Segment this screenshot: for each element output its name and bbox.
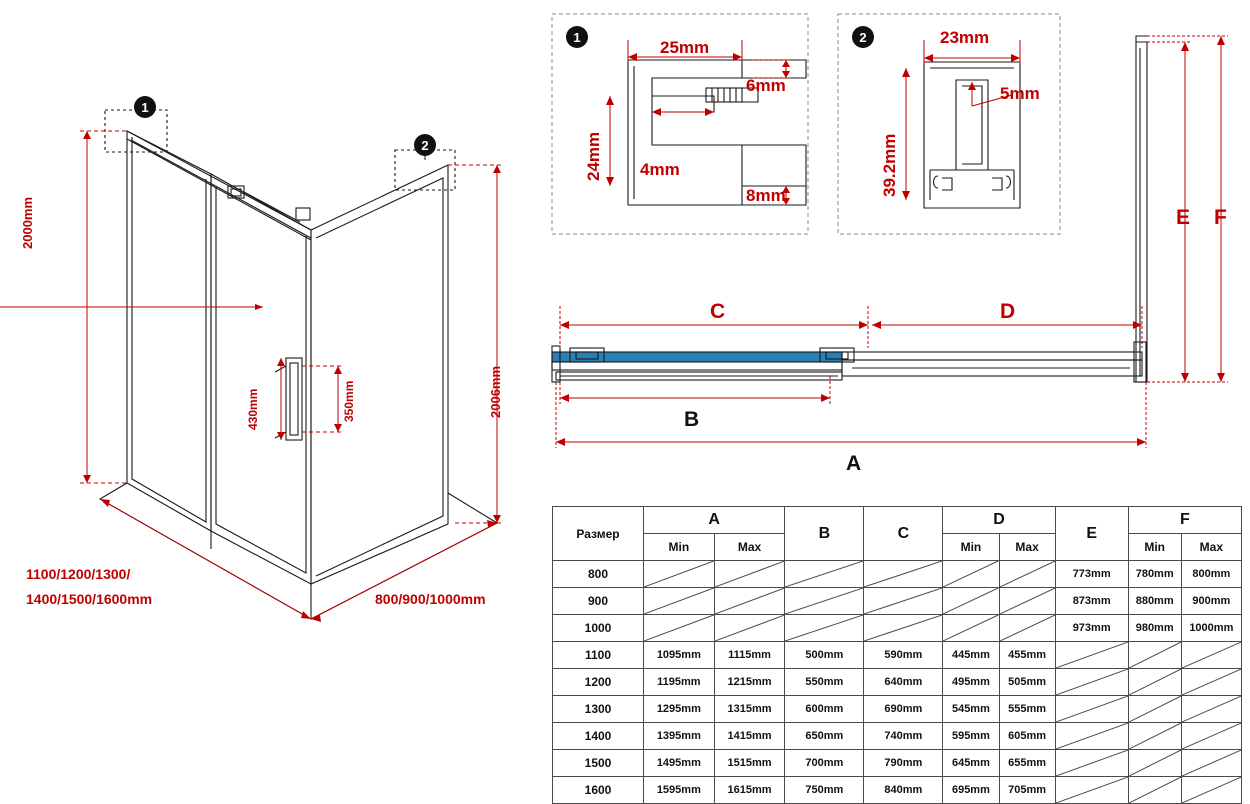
cell-d_min: 695mm (943, 777, 999, 804)
header-e: E (1055, 507, 1128, 561)
cell-f_min: 880mm (1128, 588, 1181, 615)
cell-c: 840mm (864, 777, 943, 804)
cell-f_max (1181, 777, 1241, 804)
plan-label-c: C (710, 300, 726, 323)
cell-c: 740mm (864, 723, 943, 750)
dim-width-options-line1: 1100/1200/1300/ (26, 566, 131, 582)
cell-f_min: 780mm (1128, 561, 1181, 588)
cell-a_min: 1095mm (644, 642, 715, 669)
header-f-max: Max (1181, 534, 1241, 561)
cell-c (864, 588, 943, 615)
table-row (553, 669, 1242, 696)
plan-label-b: B (684, 408, 700, 431)
cell-e (1055, 750, 1128, 777)
cell-a_max: 1115mm (714, 642, 785, 669)
plan-label-f: F (1214, 206, 1227, 229)
cell-a_max (714, 615, 785, 642)
cell-c (864, 615, 943, 642)
dim-height-right: 2006mm (488, 365, 503, 418)
cell-a_min: 1295mm (644, 696, 715, 723)
cell-a_min (644, 615, 715, 642)
table-row (553, 615, 1242, 642)
cell-f_max (1181, 723, 1241, 750)
header-a-max: Max (714, 534, 785, 561)
dim-height-left: 2000mm (20, 196, 35, 249)
header-b: B (785, 507, 864, 561)
enclosure-isometric-view (100, 110, 497, 619)
plan-label-a: A (846, 452, 862, 475)
cell-e: 773mm (1055, 561, 1128, 588)
cell-c: 690mm (864, 696, 943, 723)
cell-a_max: 1415mm (714, 723, 785, 750)
cell-f_min (1128, 696, 1181, 723)
cell-f_min (1128, 669, 1181, 696)
detail1-dim-25mm: 25mm (660, 38, 710, 57)
rail-plan-view (552, 342, 1146, 382)
cell-b (785, 588, 864, 615)
cell-d_max: 605mm (999, 723, 1055, 750)
cell-b: 750mm (785, 777, 864, 804)
detail2-dim-39-2mm: 39.2mm (880, 133, 899, 197)
table-row (553, 642, 1242, 669)
table-row (553, 723, 1242, 750)
cell-b: 500mm (785, 642, 864, 669)
cell-b (785, 561, 864, 588)
detail1-dim-24mm: 24mm (584, 131, 603, 181)
row-size-label: 1500 (553, 750, 644, 777)
cell-b: 700mm (785, 750, 864, 777)
cell-d_max (999, 588, 1055, 615)
cell-d_min: 595mm (943, 723, 999, 750)
header-d-max: Max (999, 534, 1055, 561)
cell-f_min (1128, 723, 1181, 750)
cell-d_min: 495mm (943, 669, 999, 696)
cell-a_max: 1215mm (714, 669, 785, 696)
detail-2-dimensions (902, 40, 1020, 200)
header-size: Размер (553, 507, 644, 561)
row-size-label: 1300 (553, 696, 644, 723)
table-row (553, 561, 1242, 588)
dim-handle-height: 430mm (246, 388, 260, 430)
cell-f_max (1181, 669, 1241, 696)
cell-d_max: 705mm (999, 777, 1055, 804)
table-row (553, 588, 1242, 615)
cell-d_min (943, 615, 999, 642)
cell-f_min (1128, 750, 1181, 777)
row-size-label: 1600 (553, 777, 644, 804)
detail-1-badge: 1 (566, 26, 588, 48)
cell-f_max (1181, 642, 1241, 669)
cell-f_max: 900mm (1181, 588, 1241, 615)
cell-d_min: 645mm (943, 750, 999, 777)
cell-e: 873mm (1055, 588, 1128, 615)
cell-a_min: 1495mm (644, 750, 715, 777)
cell-f_max: 1000mm (1181, 615, 1241, 642)
detail2-dim-23mm: 23mm (940, 28, 990, 47)
detail-2-badge: 2 (852, 26, 874, 48)
detail2-dim-5mm: 5mm (1000, 84, 1040, 103)
detail1-dim-6mm: 6mm (746, 76, 786, 95)
cell-a_max (714, 561, 785, 588)
cell-c (864, 561, 943, 588)
cell-e (1055, 669, 1128, 696)
header-c: C (864, 507, 943, 561)
cell-a_min: 1395mm (644, 723, 715, 750)
cell-a_min (644, 588, 715, 615)
row-size-label: 900 (553, 588, 644, 615)
header-a: A (644, 507, 785, 534)
cell-a_max: 1315mm (714, 696, 785, 723)
table-row (553, 777, 1242, 804)
dim-width-options-line2: 1400/1500/1600mm (26, 591, 153, 607)
cell-a_max (714, 588, 785, 615)
detail1-dim-8mm: 8mm (746, 186, 786, 205)
dim-handle-width: 350mm (342, 380, 356, 422)
cell-e (1055, 777, 1128, 804)
header-d-min: Min (943, 534, 999, 561)
cell-c: 640mm (864, 669, 943, 696)
cell-d_min: 545mm (943, 696, 999, 723)
cell-f_max (1181, 696, 1241, 723)
header-a-min: Min (644, 534, 715, 561)
cell-a_max: 1615mm (714, 777, 785, 804)
cell-f_min: 980mm (1128, 615, 1181, 642)
plan-label-e: E (1176, 206, 1191, 229)
cell-d_max (999, 615, 1055, 642)
table-row (553, 750, 1242, 777)
header-f: F (1128, 507, 1241, 534)
callout-1-badge: 1 (134, 96, 156, 118)
cell-f_max (1181, 750, 1241, 777)
callout-2-badge: 2 (414, 134, 436, 156)
cell-a_min (644, 561, 715, 588)
rail-plan-dimensions (556, 306, 1146, 448)
row-size-label: 1100 (553, 642, 644, 669)
cell-b (785, 615, 864, 642)
cell-f_max: 800mm (1181, 561, 1241, 588)
table-header-row (553, 507, 1242, 534)
cell-d_max: 555mm (999, 696, 1055, 723)
cell-e (1055, 723, 1128, 750)
cell-c: 790mm (864, 750, 943, 777)
detail1-dim-4mm: 4mm (640, 160, 680, 179)
cell-d_max: 655mm (999, 750, 1055, 777)
header-d: D (943, 507, 1055, 534)
header-f-min: Min (1128, 534, 1181, 561)
plan-label-d: D (1000, 300, 1016, 323)
cell-c: 590mm (864, 642, 943, 669)
dim-depth-options: 800/900/1000mm (375, 591, 486, 607)
cell-d_min: 445mm (943, 642, 999, 669)
cell-d_min (943, 588, 999, 615)
row-size-label: 800 (553, 561, 644, 588)
row-size-label: 1000 (553, 615, 644, 642)
cell-d_max (999, 561, 1055, 588)
cell-a_min: 1195mm (644, 669, 715, 696)
cell-f_min (1128, 642, 1181, 669)
cell-a_max: 1515mm (714, 750, 785, 777)
row-size-label: 1400 (553, 723, 644, 750)
cell-f_min (1128, 777, 1181, 804)
cell-e (1055, 696, 1128, 723)
size-spec-table (552, 506, 1242, 804)
cell-b: 550mm (785, 669, 864, 696)
cell-a_min: 1595mm (644, 777, 715, 804)
table-row (553, 696, 1242, 723)
cell-e: 973mm (1055, 615, 1128, 642)
cell-d_min (943, 561, 999, 588)
cell-b: 650mm (785, 723, 864, 750)
cell-d_max: 505mm (999, 669, 1055, 696)
cell-d_max: 455mm (999, 642, 1055, 669)
row-size-label: 1200 (553, 669, 644, 696)
side-elevation-view (1136, 36, 1150, 382)
cell-b: 600mm (785, 696, 864, 723)
cell-e (1055, 642, 1128, 669)
